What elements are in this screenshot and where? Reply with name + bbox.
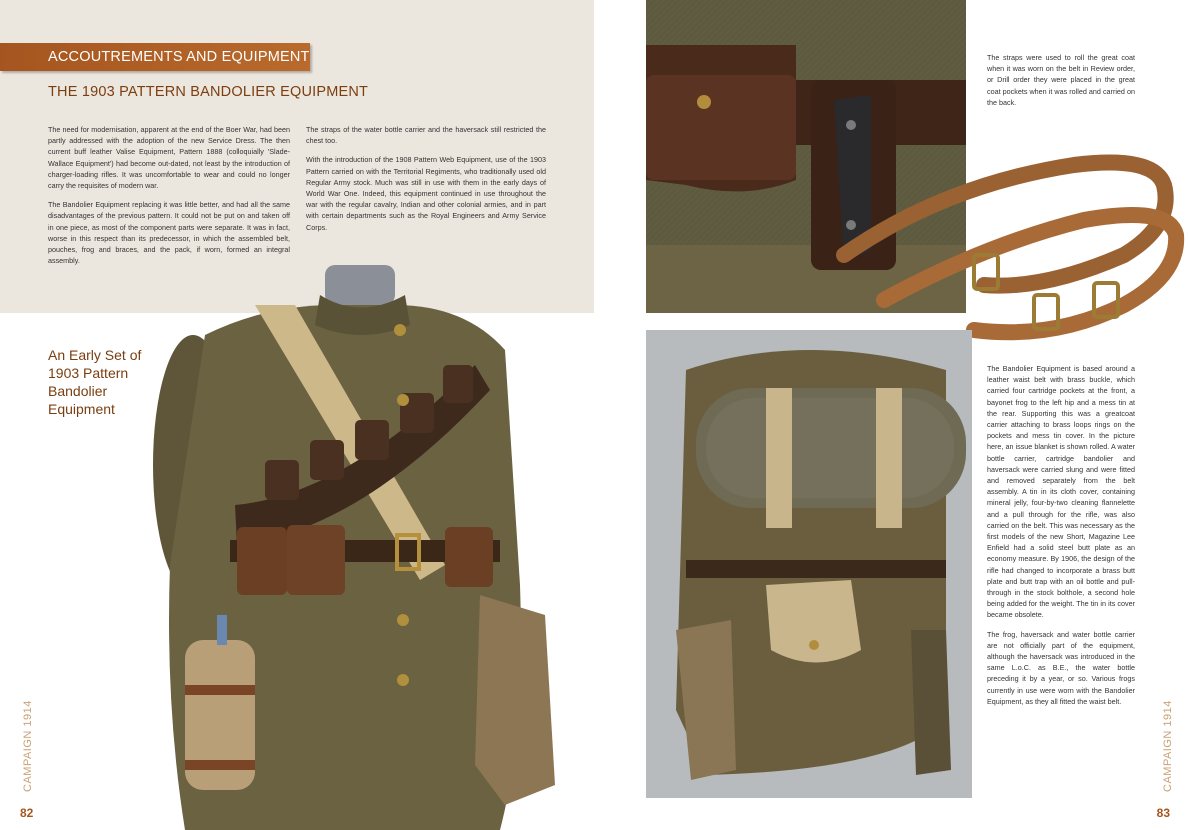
paragraph: The Bandolier Equipment is based around a leather waist belt with brass buckle, which carried four cartridge pockets at the front, a bayonet frog to the left hip and a mess tin at the rear. Supporting this was a greatcoat carrier attaching to brass loops rings on the pockets and mess tin cover. In the picture here, an issue blanket is shown rolled. A water bottle carrier, cartridge bandolier and haversack were carried slung and were fitted and removed separately from the belt assembly. A tin in its cloth cover, containing mineral jelly, four-by-two cleaning flannelette and a pull through for the rifle, was also carried on the belt. This was necessary as the first models of the new Short, Magazine Lee Enfield had a solid steel butt plate as an economy measure. By 1906, the design of the rifle had changed to incorporate a brass butt plate and butt trap with an oil bottle and pull-through in the stock bolthole, a second hole being added for the weight. The tin in its cover became obsolete. xyxy=(987,364,1135,620)
right-page xyxy=(594,0,1188,830)
paragraph: The frog, haversack and water bottle carrier are not officially part of the equipment, although the haversack was introduced in the same L.o.C. as B.E., the water bottle preceding it by a year, or so. Various frogs currently in use were worn with the Bandolier Equipment, as they all fitted the waist belt. xyxy=(987,629,1135,706)
section-title: ACCOUTREMENTS AND EQUIPMENT xyxy=(48,49,310,65)
text-column-top xyxy=(987,52,1135,116)
article-subtitle: THE 1903 PATTERN BANDOLIER EQUIPMENT xyxy=(48,84,369,100)
running-head: CAMPAIGN 1914 xyxy=(1162,700,1174,792)
paragraph: With the introduction of the 1908 Pattern Web Equipment, use of the 1903 Pattern carried on with the Territorial Regiments, who traditionally used old Regular Army stock. Much was still in use with them in the early days of World War One. Indeed, this equipment continued in use throughout the war with the regular cavalry, Indian and other colonial armies, and in part with certain departments such as the Royal Engineers and Army Service Corps. xyxy=(306,155,546,232)
paragraph: The need for modernisation, apparent at the end of the Boer War, had been partly addressed with the adoption of the new Service Dress. The then current buff leather Valise Equipment, Pattern 1888 (colloquially 'Slade-Wallace Equipment') had become out-dated, not least by the introduction of charger-loading rifles. It was uncomfortable to wear and could no longer carry the requisites of modern war. xyxy=(48,125,290,191)
page-number: 83 xyxy=(1156,806,1170,820)
page-number: 82 xyxy=(20,806,34,820)
running-head: CAMPAIGN 1914 xyxy=(22,700,34,792)
section-title-bar xyxy=(0,43,310,71)
photo-caption: An Early Set of 1903 Pattern Bandolier Equipment xyxy=(48,347,142,417)
paragraph: The straps of the water bottle carrier and the haversack still restricted the chest too. xyxy=(306,125,546,146)
greatcoat-straps-photo xyxy=(824,125,1188,350)
text-column-2 xyxy=(306,124,546,241)
text-column-main xyxy=(987,363,1135,715)
text-column-1 xyxy=(48,124,290,274)
paragraph: The straps were used to roll the great coat when it was worn on the belt in Review order, or Drill order they were placed in the great coat pockets when it was rolled and carried on the back. xyxy=(987,53,1135,107)
uniform-back-photo xyxy=(646,330,972,798)
uniform-front-photo xyxy=(145,265,565,830)
paragraph: The Bandolier Equipment replacing it was little better, and had all the same disadvantages of the previous pattern. It could not be put on and taken off in one piece, as most of the component parts were separate. It was in fact, worse in this respect than its predecessor, in which the assembled belt, pouches, frog and braces, and the pack, if worn, formed an integral assembly. xyxy=(48,200,290,266)
